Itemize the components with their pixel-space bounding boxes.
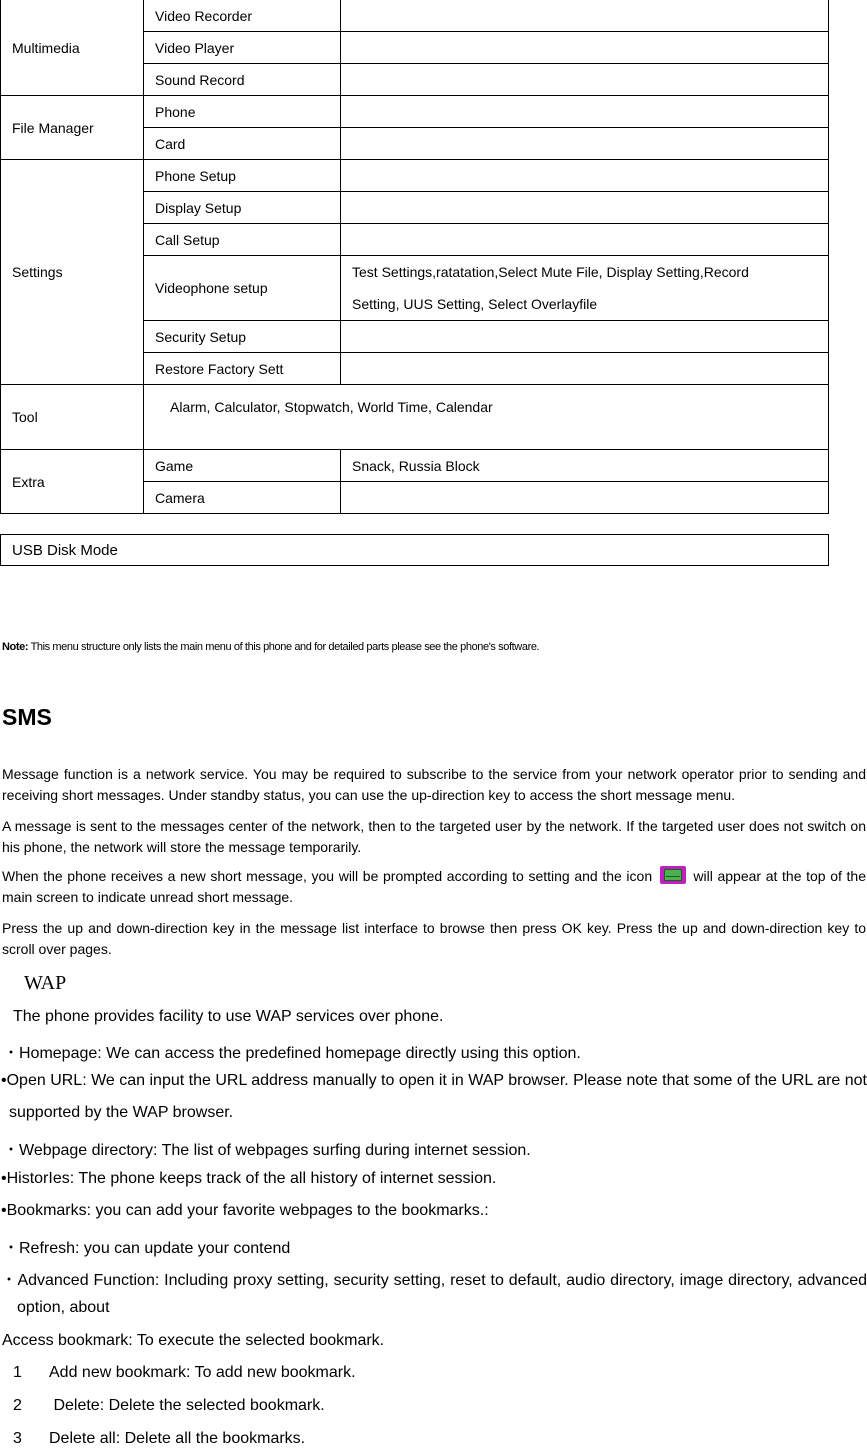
tool-desc-text: Alarm, Calculator, Stopwatch, World Time, Calendar [170,399,493,415]
menu-item-desc [341,64,829,96]
wap-homepage: ・Homepage: We can access the predefined homepage directly using this option. [3,1045,581,1062]
sms-paragraph-1: Message function is a network service. You may be required to subscribe to the service from your network operator prior to sending and receiving short messages. Under standby status, you can use the up-direction key to access the short message menu. [2,766,866,803]
menu-item-desc [341,321,829,353]
sms-heading: SMS [2,704,52,730]
wap-open-url-line2: supported by the WAP browser. [9,1104,234,1121]
sms-paragraph-3b: will appear at the top of the main screen to indicate unread short message. [2,868,866,905]
menu-item: Sound Record [144,64,341,96]
wap-heading: WAP [24,972,67,994]
videophone-desc-line1: Test Settings,ratatation,Select Mute File, Display Setting,Record [352,264,749,280]
menu-item: Restore Factory Sett [144,353,341,385]
menu-item: Security Setup [144,321,341,353]
menu-item-desc [341,192,829,224]
wap-refresh: ・Refresh: you can update your contend [3,1240,291,1257]
usb-disk-mode-row: USB Disk Mode [0,534,829,566]
menu-item: Card [144,128,341,160]
menu-note [2,641,539,653]
list-item [13,1397,325,1415]
tool-desc [144,385,829,450]
game-desc: Snack, Russia Block [341,450,829,482]
menu-item-desc [341,160,829,192]
list-item [13,1364,356,1382]
menu-item-desc [341,96,829,128]
menu-item: Display Setup [144,192,341,224]
category-multimedia: Multimedia [1,0,144,96]
category-file-manager: File Manager [1,96,144,160]
sms-paragraph-4: Press the up and down-direction key in the message list interface to browse then press OK key. Press the up and down-direction key to scroll over pages. [2,920,866,957]
menu-item: Game [144,450,341,482]
menu-item: Phone Setup [144,160,341,192]
wap-advanced-line2: option, about [17,1299,110,1316]
videophone-desc-line2: Setting, UUS Setting, Select Overlayfile [352,296,598,312]
menu-item: Phone [144,96,341,128]
list-text: Add new bookmark: To add new bookmark. [49,1364,356,1381]
menu-item-desc [341,32,829,64]
menu-item-desc [341,482,829,514]
wap-open-url-line1: •Open URL: We can input the URL address manually to open it in WAP browser. Please note that some of the URL are not [1,1072,867,1089]
videophone-desc [341,256,829,321]
menu-item: Video Player [144,32,341,64]
category-tool: Tool [1,385,144,450]
list-number: 1 [13,1364,22,1381]
menu-item: Camera [144,482,341,514]
list-text: Delete: Delete the selected bookmark. [49,1397,325,1414]
sms-paragraph-3 [2,866,866,908]
wap-access-bookmark: Access bookmark: To execute the selected bookmark. [2,1332,385,1349]
list-number: 3 [13,1430,22,1447]
envelope-icon [660,866,686,884]
category-extra: Extra [1,450,144,514]
category-settings: Settings [1,160,144,385]
list-item [13,1430,305,1448]
menu-item: Video Recorder [144,0,341,32]
wap-histories: •HistorIes: The phone keeps track of the all history of internet session. [1,1170,497,1187]
list-number: 2 [13,1397,22,1414]
menu-structure-table [0,0,829,514]
menu-item: Videophone setup [144,256,341,321]
wap-advanced-line1: ・Advanced Function: Including proxy setting, security setting, reset to default, audio directory, image directory, advanced [1,1272,867,1289]
wap-intro: The phone provides facility to use WAP services over phone. [13,1008,444,1025]
menu-item-desc [341,224,829,256]
menu-item: Call Setup [144,224,341,256]
menu-item-desc [341,128,829,160]
wap-webpage-directory: ・Webpage directory: The list of webpages surfing during internet session. [3,1142,531,1159]
menu-item-desc [341,0,829,32]
sms-paragraph-2: A message is sent to the messages center of the network, then to the targeted user by the network. If the targeted user does not switch on his phone, the network will store the message temporarily. [2,818,866,855]
menu-item-desc [341,353,829,385]
note-text: This menu structure only lists the main menu of this phone and for detailed parts please see the phone's software. [28,641,540,653]
wap-bookmarks: •Bookmarks: you can add your favorite webpages to the bookmarks.: [1,1202,489,1219]
list-text: Delete all: Delete all the bookmarks. [49,1430,306,1447]
sms-paragraph-3a: When the phone receives a new short message, you will be prompted according to setting and the icon [2,868,653,884]
note-label: Note: [2,641,29,653]
